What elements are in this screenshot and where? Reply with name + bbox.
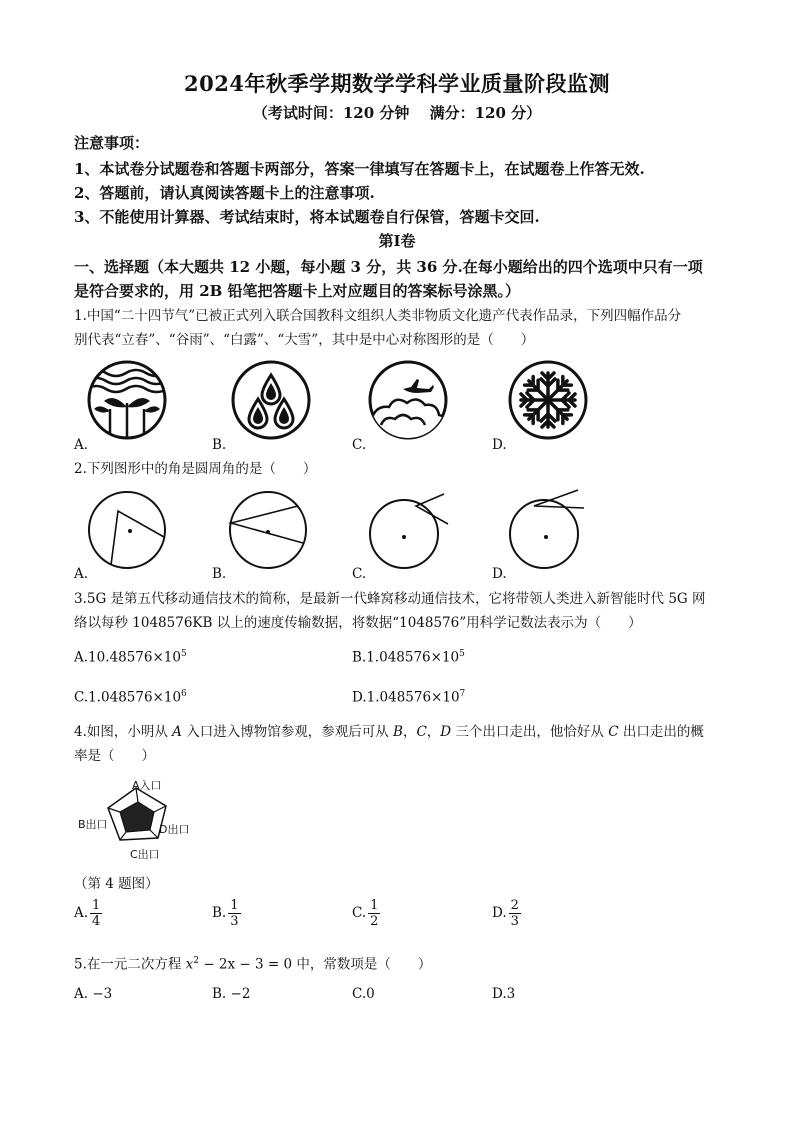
q1-option-b[interactable]: B. <box>212 437 227 453</box>
q1-option-c[interactable]: C. <box>352 437 367 453</box>
q1-option-a[interactable]: A. <box>74 437 89 453</box>
q4-text-line2: 率是（ ） <box>74 748 155 764</box>
q4-label-d: D出口 <box>159 823 190 836</box>
q2-figure-b <box>224 486 314 572</box>
q4-option-a[interactable]: A. $\frac{1}{4}$ <box>74 898 101 929</box>
q3-option-c[interactable]: $C.1.048576\times 10^6$ <box>74 689 187 706</box>
q3-option-a[interactable]: $A.10.48576\times 10^5$ <box>74 649 187 666</box>
q3-text-line2: 络以每秒 1048576KB 以上的速度传输数据，将数据“1048576”用科学记数法表示为（ ） <box>74 615 642 631</box>
notes-heading: 注意事项： <box>74 134 150 152</box>
q5-option-c[interactable]: C.0 <box>352 986 375 1002</box>
q1-figure-d <box>507 359 589 441</box>
exam-info: （考试时间：120 分钟 满分：120 分） <box>252 104 542 122</box>
q5-option-d[interactable]: D.3 <box>492 986 516 1002</box>
q4-option-d[interactable]: D. $\frac{2}{3}$ <box>492 898 519 929</box>
q1-figure-a <box>86 359 168 441</box>
q1-figure-b <box>230 359 312 441</box>
page-title: 2024年秋季学期数学学科学业质量阶段监测 <box>184 71 610 96</box>
q1-option-d[interactable]: D. <box>492 437 507 453</box>
q4-text-line1: 4.如图，小明从 A 入口进入博物馆参观，参观后可从 B，C，D 三个出口走出，他恰好从 C 出口走出的概 <box>74 724 704 740</box>
q2-option-a[interactable]: A. <box>74 566 89 582</box>
q2-option-b[interactable]: B. <box>212 566 227 582</box>
q4-label-b: B出口 <box>78 818 108 831</box>
q3-text-line1: 3.5G 是第五代移动通信技术的简称，是最新一代蜂窝移动通信技术，它将带领人类进入新智能时代 5G 网 <box>74 591 706 607</box>
q2-figure-a <box>82 486 172 572</box>
q3-option-b[interactable]: $B.1.048576\times 10^5$ <box>352 649 465 666</box>
q4-label-c: C出口 <box>130 848 160 861</box>
q2-figure-c <box>364 486 454 572</box>
q2-figure-d <box>504 486 594 572</box>
q3-option-d[interactable]: $D.1.048576\times 10^7$ <box>352 689 466 706</box>
section-heading-line1: 一、选择题（本大题共 12 小题，每小题 3 分，共 36 分.在每小题给出的四个选项中只有一项 <box>74 258 703 276</box>
q4-caption: （第 4 题图） <box>74 876 159 892</box>
section-label: 第Ⅰ卷 <box>378 232 416 250</box>
q2-option-c[interactable]: C. <box>352 566 367 582</box>
q5-text: 5.在一元二次方程 $x^2 - 2x - 3 = 0$ 中，常数项是（ ） <box>74 956 432 973</box>
q4-option-b[interactable]: B. $\frac{1}{3}$ <box>212 898 239 929</box>
q2-option-d[interactable]: D. <box>492 566 507 582</box>
q5-option-a[interactable]: A. −3 <box>74 986 113 1002</box>
q1-text-line2: 别代表“立春”、“谷雨”、“白露”、“大雪”，其中是中心对称图形的是（ ） <box>74 332 535 348</box>
q5-option-b[interactable]: B. −2 <box>212 986 251 1002</box>
q2-text: 2.下列图形中的角是圆周角的是（ ） <box>74 461 317 477</box>
section-heading-line2: 是符合要求的，用 2B 铅笔把答题卡上对应题目的答案标号涂黑。） <box>74 282 521 300</box>
q4-label-a: A入口 <box>132 779 162 792</box>
note-item-1: 1、本试卷分试题卷和答题卡两部分，答案一律填写在答题卡上，在试题卷上作答无效. <box>74 160 645 178</box>
q1-text-line1: 1.中国“二十四节气”已被正式列入联合国教科文组织人类非物质文化遗产代表作品录，下列四幅作品分 <box>74 308 682 324</box>
q1-figure-c <box>367 359 449 441</box>
note-item-3: 3、不能使用计算器、考试结束时，将本试题卷自行保管，答题卡交回. <box>74 208 540 226</box>
note-item-2: 2、答题前，请认真阅读答题卡上的注意事项. <box>74 184 375 202</box>
q4-option-c[interactable]: C. $\frac{1}{2}$ <box>352 898 379 929</box>
